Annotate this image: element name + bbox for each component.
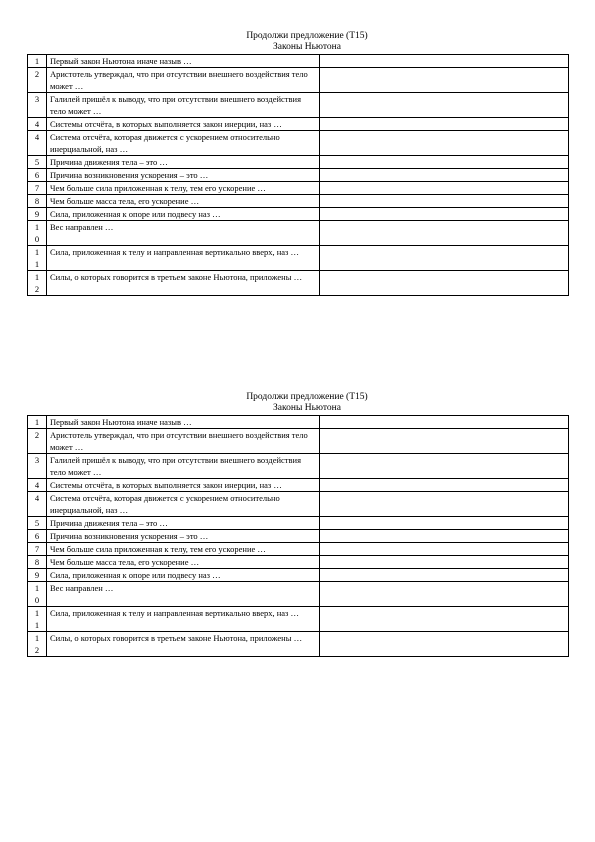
- row-number: [28, 182, 47, 195]
- answer-cell[interactable]: [320, 55, 569, 68]
- row-number-digit: 1: [34, 56, 40, 66]
- worksheet-2: [27, 391, 568, 657]
- row-number-digit: 8: [34, 557, 40, 567]
- row-number: [28, 632, 47, 657]
- table-row: [28, 221, 569, 246]
- row-number: [28, 221, 47, 246]
- row-number: [28, 93, 47, 118]
- question-text: Сила, приложенная к опоре или подвесу наз …: [47, 569, 320, 582]
- table-row: [28, 169, 569, 182]
- worksheet-subtitle: Законы Ньютона: [273, 403, 341, 413]
- worksheet-subtitle: Законы Ньютона: [273, 42, 341, 52]
- row-number-digit: 4: [34, 493, 40, 503]
- table-row: [28, 479, 569, 492]
- row-number-digit: 6: [34, 531, 40, 541]
- row-number-digit: 5: [34, 518, 40, 528]
- question-text: Сила, приложенная к телу и направленная вертикально вверх, наз …: [47, 246, 320, 271]
- table-row: [28, 93, 569, 118]
- row-number: [28, 492, 47, 517]
- table-row: [28, 416, 569, 429]
- answer-cell[interactable]: [320, 479, 569, 492]
- row-number: [28, 195, 47, 208]
- question-text: Причина движения тела – это …: [47, 517, 320, 530]
- table-row: [28, 118, 569, 131]
- answer-cell[interactable]: [320, 271, 569, 296]
- row-number-digit: 1: [34, 608, 40, 618]
- answer-cell[interactable]: [320, 492, 569, 517]
- row-number-digit: 1: [34, 633, 40, 643]
- row-number-digit: 7: [34, 183, 40, 193]
- answer-cell[interactable]: [320, 68, 569, 93]
- table-row: [28, 556, 569, 569]
- row-number: [28, 556, 47, 569]
- row-number-digit: 2: [34, 69, 40, 79]
- question-text: Аристотель утверждал, что при отсутствии внешнего воздействия тело может …: [47, 429, 320, 454]
- table-row: [28, 429, 569, 454]
- row-number: [28, 569, 47, 582]
- answer-cell[interactable]: [320, 530, 569, 543]
- answer-cell[interactable]: [320, 607, 569, 632]
- table-row: [28, 569, 569, 582]
- row-number-digit: 2: [34, 430, 40, 440]
- answer-cell[interactable]: [320, 582, 569, 607]
- row-number: [28, 169, 47, 182]
- table-row: [28, 182, 569, 195]
- answer-cell[interactable]: [320, 416, 569, 429]
- row-number-digit: 1: [34, 222, 40, 232]
- row-number: [28, 517, 47, 530]
- answer-cell[interactable]: [320, 246, 569, 271]
- row-number: [28, 607, 47, 632]
- question-text: Чем больше сила приложенная к телу, тем его ускорение …: [47, 543, 320, 556]
- worksheet-table: [27, 415, 569, 657]
- question-text: Сила, приложенная к опоре или подвесу наз …: [47, 208, 320, 221]
- answer-cell[interactable]: [320, 543, 569, 556]
- row-number-digit: 3: [34, 455, 40, 465]
- row-number-digit: 1: [34, 247, 40, 257]
- row-number-digit: 0: [34, 234, 40, 244]
- row-number: [28, 582, 47, 607]
- question-text: Галилей пришёл к выводу, что при отсутствии внешнего воздействия тело может …: [47, 93, 320, 118]
- row-number-digit: 1: [34, 583, 40, 593]
- table-row: [28, 246, 569, 271]
- answer-cell[interactable]: [320, 517, 569, 530]
- table-row: [28, 582, 569, 607]
- answer-cell[interactable]: [320, 221, 569, 246]
- worksheet-heading: [46, 30, 568, 53]
- row-number: [28, 208, 47, 221]
- table-row: [28, 607, 569, 632]
- worksheet-1: [27, 30, 568, 296]
- table-row: [28, 543, 569, 556]
- row-number: [28, 246, 47, 271]
- worksheet-title: Продолжи предложение (Т15): [246, 31, 368, 41]
- question-text: Галилей пришёл к выводу, что при отсутствии внешнего воздействия тело может …: [47, 454, 320, 479]
- table-row: [28, 68, 569, 93]
- row-number-digit: 9: [34, 209, 40, 219]
- answer-cell[interactable]: [320, 169, 569, 182]
- answer-cell[interactable]: [320, 131, 569, 156]
- question-text: Силы, о которых говорится в третьем законе Ньютона, приложены …: [47, 271, 320, 296]
- row-number-digit: 2: [34, 645, 40, 655]
- row-number: [28, 429, 47, 454]
- worksheet-heading: [46, 391, 568, 414]
- answer-cell[interactable]: [320, 208, 569, 221]
- table-row: [28, 454, 569, 479]
- row-number-digit: 1: [34, 417, 40, 427]
- table-row: [28, 271, 569, 296]
- row-number-digit: 7: [34, 544, 40, 554]
- question-text: Чем больше масса тела, его ускорение …: [47, 195, 320, 208]
- row-number: [28, 479, 47, 492]
- question-text: Первый закон Ньютона иначе назыв …: [47, 416, 320, 429]
- row-number-digit: 3: [34, 94, 40, 104]
- row-number-digit: 8: [34, 196, 40, 206]
- table-row: [28, 208, 569, 221]
- table-row: [28, 517, 569, 530]
- row-number: [28, 416, 47, 429]
- question-text: Система отсчёта, которая движется с ускорением относительно инерциальной, наз …: [47, 492, 320, 517]
- row-number-digit: 1: [34, 259, 40, 269]
- table-row: [28, 530, 569, 543]
- question-text: Системы отсчёта, в которых выполняется закон инерции, наз …: [47, 118, 320, 131]
- row-number-digit: 1: [34, 272, 40, 282]
- answer-cell[interactable]: [320, 569, 569, 582]
- answer-cell[interactable]: [320, 118, 569, 131]
- row-number: [28, 454, 47, 479]
- row-number-digit: 0: [34, 595, 40, 605]
- question-text: Система отсчёта, которая движется с ускорением относительно инерциальной, наз …: [47, 131, 320, 156]
- answer-cell[interactable]: [320, 632, 569, 657]
- table-row: [28, 492, 569, 517]
- row-number: [28, 543, 47, 556]
- row-number-digit: 4: [34, 132, 40, 142]
- answer-cell[interactable]: [320, 195, 569, 208]
- row-number-digit: 6: [34, 170, 40, 180]
- question-text: Сила, приложенная к телу и направленная вертикально вверх, наз …: [47, 607, 320, 632]
- answer-cell[interactable]: [320, 454, 569, 479]
- answer-cell[interactable]: [320, 156, 569, 169]
- table-row: [28, 131, 569, 156]
- row-number-digit: 4: [34, 480, 40, 490]
- row-number: [28, 530, 47, 543]
- row-number-digit: 1: [34, 620, 40, 630]
- row-number: [28, 68, 47, 93]
- row-number: [28, 55, 47, 68]
- worksheet-table: [27, 54, 569, 296]
- answer-cell[interactable]: [320, 429, 569, 454]
- answer-cell[interactable]: [320, 556, 569, 569]
- table-row: [28, 156, 569, 169]
- question-text: Аристотель утверждал, что при отсутствии внешнего воздействия тело может …: [47, 68, 320, 93]
- question-text: Причина возникновения ускорения – это …: [47, 169, 320, 182]
- question-text: Чем больше сила приложенная к телу, тем его ускорение …: [47, 182, 320, 195]
- row-number: [28, 271, 47, 296]
- row-number: [28, 156, 47, 169]
- question-text: Вес направлен …: [47, 221, 320, 246]
- table-row: [28, 632, 569, 657]
- answer-cell[interactable]: [320, 182, 569, 195]
- row-number-digit: 4: [34, 119, 40, 129]
- question-text: Первый закон Ньютона иначе назыв …: [47, 55, 320, 68]
- question-text: Системы отсчёта, в которых выполняется закон инерции, наз …: [47, 479, 320, 492]
- worksheet-title: Продолжи предложение (Т15): [246, 392, 368, 402]
- row-number-digit: 2: [34, 284, 40, 294]
- row-number-digit: 9: [34, 570, 40, 580]
- question-text: Силы, о которых говорится в третьем законе Ньютона, приложены …: [47, 632, 320, 657]
- question-text: Чем больше масса тела, его ускорение …: [47, 556, 320, 569]
- question-text: Причина движения тела – это …: [47, 156, 320, 169]
- question-text: Вес направлен …: [47, 582, 320, 607]
- question-text: Причина возникновения ускорения – это …: [47, 530, 320, 543]
- table-row: [28, 55, 569, 68]
- table-row: [28, 195, 569, 208]
- row-number: [28, 131, 47, 156]
- row-number: [28, 118, 47, 131]
- answer-cell[interactable]: [320, 93, 569, 118]
- row-number-digit: 5: [34, 157, 40, 167]
